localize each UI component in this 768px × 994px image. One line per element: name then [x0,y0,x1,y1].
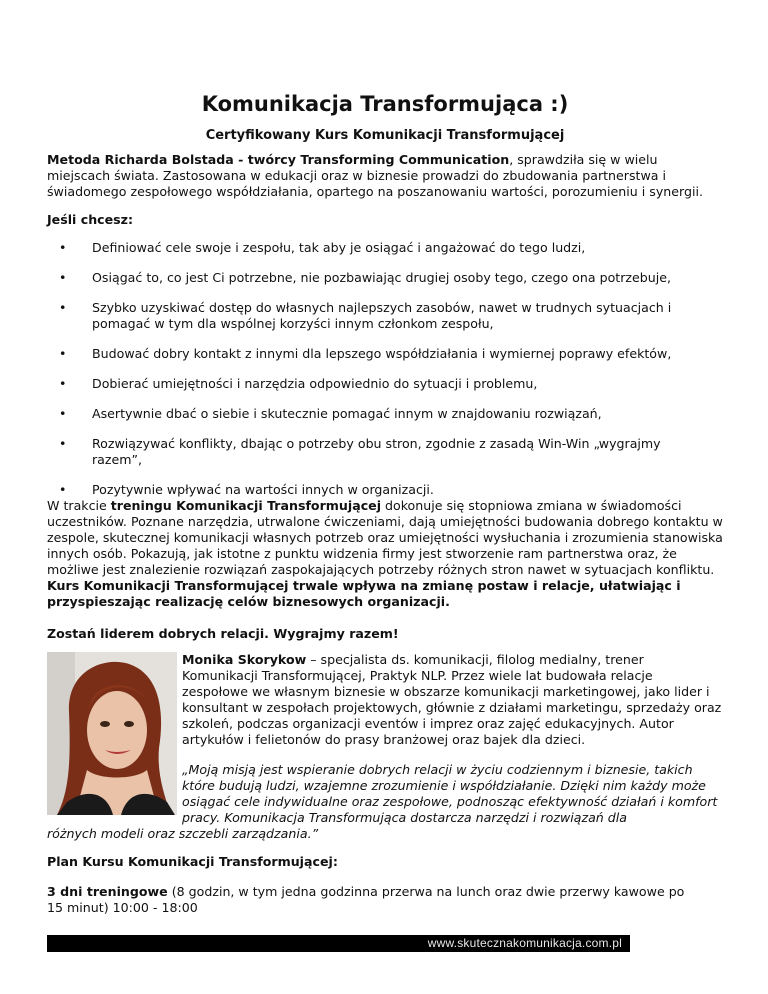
list-item: • Definiować cele swoje i zespołu, tak aby je osiągać i angażować do tego ludzi, [47,240,707,256]
plan-text: (8 godzin, w tym jedna godzinna przerwa na lunch oraz dwie przerwy kawowe po 15 minut) 10:00 - 18:00 [47,884,685,915]
quote-text: „Moją misją jest wspieranie dobrych relacji w życiu codziennym i biznesie, takich które budują ludzi, wzajemne zrozumienie i współdziałanie. Dzięki nim każdy może osiągać cele indywidualne oraz zespołowe, podnosząc efektywność działań i komfort pracy. Komunikacja Transformująca dostarcza narzędzi i rozwiązań dla [182,762,718,825]
list-item: • Budować dobry kontakt z innymi dla lepszego współdziałania i wymiernej poprawy efektów, [47,346,707,362]
list-item: • Rozwiązywać konflikty, dbając o potrzeby obu stron, zgodnie z zasadą Win-Win „wygrajmy razem”, [47,436,707,468]
list-item: • Szybko uzyskiwać dostęp do własnych najlepszych zasobów, nawet w trudnych sytuacjach i pomagać w tym dla wspólnej korzyści innym członkom zespołu, [47,300,707,332]
benefits-lead: Jeśli chcesz: [47,212,134,227]
trainer-name: Monika Skorykow [182,652,307,667]
plan-title: Plan Kursu Komunikacji Transformującej: [47,854,338,869]
page-subtitle: Certyfikowany Kurs Komunikacji Transformującej [205,128,565,143]
intro-text: , sprawdziła się w wielu miejscach świata. Zastosowana w edukacji oraz w biznesie prowadzi do zbudowania partnerstwa i świadomego zespołowego współdziałania, opartego na poszanowaniu wartości, porozumieniu i synergii. [47,152,703,199]
trainer-quote [47,762,723,842]
list-item: • Osiągać to, co jest Ci potrzebne, nie pozbawiając drugiej osoby tego, czego ona potrzebuje, [47,270,707,286]
trainer-bio-text: – specjalista ds. komunikacji, filolog medialny, trener Komunikacji Transformującej, Praktyk NLP. Przez wiele lat budowała relacje zespołowe we własnym biznesie w obszarze komunikacji marketingowej, jako lider i konsultant w zespołach projektowych, głównie z działami marketingu, sprzedaży oraz szkoleń, podczas organizacji eventów i imprez oraz zajęć edukacyjnych. Autor artykułów i felietonów do prasy branżowej oraz bajek dla dzieci. [182,652,722,747]
intro-paragraph [47,152,719,200]
training-bold-c: Kurs Komunikacji Transformującej trwale wpływa na zmianę postaw i relacje, ułatwiając i przyspieszając realizację celów biznesowych organizacji. [47,578,681,609]
call-to-action: Zostań liderem dobrych relacji. Wygrajmy razem! [47,626,399,641]
plan-paragraph [47,884,687,916]
list-item: • Dobierać umiejętności i narzędzia odpowiednio do sytuacji i problemu, [47,376,707,392]
benefits-list [47,240,707,512]
list-item: • Pozytywnie wpływać na wartości innych w organizacji. [47,482,707,498]
training-text-a: W trakcie [47,498,111,513]
training-bold-a: treningu Komunikacji Transformującej [110,498,382,513]
list-item: • Asertywnie dbać o siebie i skutecznie pomagać innym w znajdowaniu rozwiązań, [47,406,707,422]
training-paragraph [47,498,723,610]
trainer-bio [182,652,722,748]
footer-url: www.skutecznakomunikacja.com.pl [427,936,622,950]
training-text-b: dokonuje się stopniowa zmiana w świadomości uczestników. Poznane narzędzia, utrwalone ćwiczeniami, dają umiejętności budowania dobrego kontaktu w zespole, skutecznej komunikacji własnych potrzeb oraz umiejętności wysłuchania i zrozumienia stanowiska innych osób. Pokazują, jak istotne z punktu widzenia firmy jest stworzenie ram partnerstwa oraz, że możliwe jest znalezienie rozwiązań zaspokajających potrzeby różnych stron nawet w sytuacjach konfliktu. [47,498,723,577]
plan-bold: 3 dni treningowe [47,884,168,899]
quote-text-end: różnych modeli oraz szczebli zarządzania.” [47,826,319,841]
page-title: Komunikacja Transformująca :) [201,92,569,116]
intro-bold: Metoda Richarda Bolstada - twórcy Transforming Communication [47,152,510,167]
footer-bar [47,935,630,952]
